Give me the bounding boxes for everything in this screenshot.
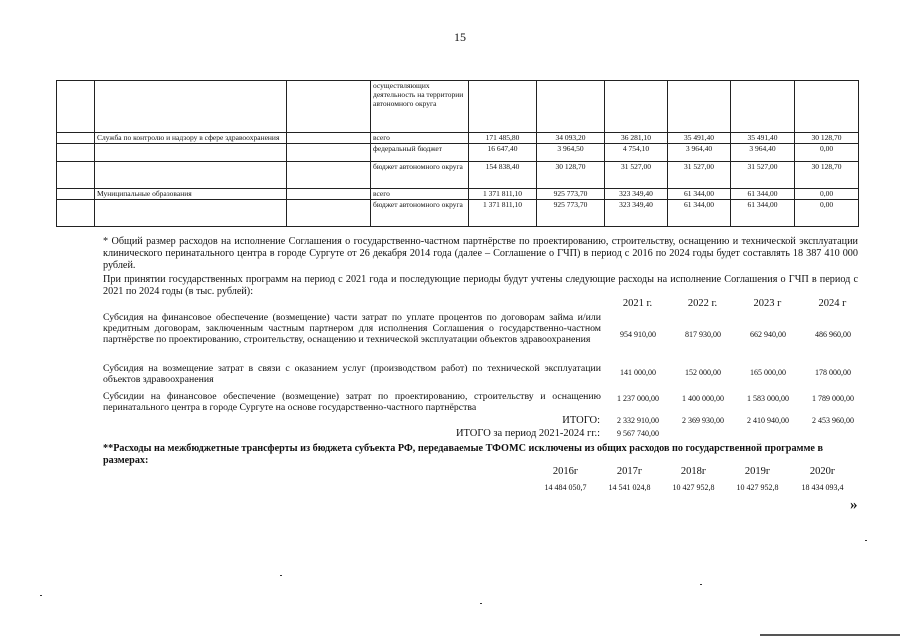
table-cell: бюджет автономного округа [371, 162, 469, 189]
subsidy-value: 178 000,00 [815, 368, 851, 377]
table-cell [469, 81, 537, 133]
table-cell: 30 128,70 [537, 162, 605, 189]
table-cell [287, 144, 371, 162]
year-label: 2020г [809, 466, 836, 477]
table-row [57, 144, 859, 162]
subsidy-value: 1 789 000,00 [812, 394, 854, 403]
table-cell: 0,00 [795, 200, 859, 227]
table-cell: 323 349,40 [605, 189, 668, 200]
table-row [57, 189, 859, 200]
table-cell: 0,00 [795, 144, 859, 162]
table-cell: всего [371, 133, 469, 144]
table-cell: 36 281,10 [605, 133, 668, 144]
subsidy-value: 152 000,00 [685, 368, 721, 377]
tfoms-value: 14 484 050,7 [544, 483, 587, 492]
itogo-label: ИТОГО: [562, 415, 600, 426]
tfoms-value: 10 427 952,8 [736, 483, 779, 492]
table-cell: 31 527,00 [668, 162, 731, 189]
subsidy-value: 662 940,00 [750, 330, 786, 339]
table-cell: 30 128,70 [795, 133, 859, 144]
table-cell [795, 81, 859, 133]
table-cell: 925 773,70 [537, 200, 605, 227]
table-cell: 61 344,00 [668, 189, 731, 200]
year-label: 2018г [680, 466, 707, 477]
table-cell [57, 162, 95, 189]
subsidy-value: 954 910,00 [620, 330, 656, 339]
budget-table [56, 80, 859, 227]
tfoms-value: 14 541 024,8 [608, 483, 651, 492]
year-label: 2024 г [818, 298, 847, 309]
subsidy-text: Субсидия на возмещение затрат в связи с оказанием услуг (производством работ) по технической эксплуатации объектов здравоохранения [103, 363, 601, 385]
page-number: 15 [454, 30, 466, 44]
table-cell [95, 200, 287, 227]
footnote-2021-2024: При принятии государственных программ на период с 2021 года и последующие периоды будут учтены следующие расходы на исполнение Соглашения о ГЧП в период с 2021 по 2024 годы (в тыс. рублей): [103, 274, 858, 297]
table-cell: Муниципальные образования [95, 189, 287, 200]
subsidy-value: 1 583 000,00 [747, 394, 789, 403]
table-cell: 61 344,00 [731, 200, 795, 227]
year-label: 2021 г. [622, 298, 653, 309]
table-cell: 0,00 [795, 189, 859, 200]
table-row [57, 162, 859, 189]
table-cell [287, 81, 371, 133]
table-cell: 61 344,00 [731, 189, 795, 200]
table-row [57, 200, 859, 227]
table-cell [57, 133, 95, 144]
scan-speck [865, 540, 867, 541]
table-cell [731, 81, 795, 133]
table-cell: Служба по контролю и надзору в сфере здравоохранения [95, 133, 287, 144]
table-cell [57, 189, 95, 200]
year-label: 2016г [552, 466, 579, 477]
table-cell: 16 647,40 [469, 144, 537, 162]
scan-speck [280, 575, 282, 576]
table-cell [668, 81, 731, 133]
table-cell: 34 093,20 [537, 133, 605, 144]
table-cell: федеральный бюджет [371, 144, 469, 162]
year-label: 2017г [616, 466, 643, 477]
table-cell: 35 491,40 [731, 133, 795, 144]
table-cell: 4 754,10 [605, 144, 668, 162]
table-cell: 1 371 811,10 [469, 200, 537, 227]
table-cell [605, 81, 668, 133]
table-cell: 171 485,80 [469, 133, 537, 144]
table-cell: 35 491,40 [668, 133, 731, 144]
scan-speck [480, 603, 482, 604]
itogo-period-label: ИТОГО за период 2021-2024 гг.: [455, 428, 600, 439]
subsidy-value: 1 237 000,00 [617, 394, 659, 403]
table-cell [287, 133, 371, 144]
closing-quote: » [850, 497, 858, 513]
table-cell: всего [371, 189, 469, 200]
table-cell [287, 162, 371, 189]
years-header-a [610, 298, 870, 312]
table-row [57, 81, 859, 133]
table-cell: 3 964,50 [537, 144, 605, 162]
subsidy-text: Субсидии на финансовое обеспечение (возмещение) затрат по проектированию, строительству и оснащению перинатального центра в городе Сургуте на основе государственно-частного партнёрства [103, 391, 601, 413]
tfoms-value: 18 434 093,4 [801, 483, 844, 492]
itogo-value: 2 410 940,00 [747, 416, 789, 425]
tfoms-value: 10 427 952,8 [672, 483, 715, 492]
table-cell: осуществляющих деятельность на территории автономного округа [371, 81, 469, 133]
year-label: 2023 г [753, 298, 782, 309]
table-cell [95, 144, 287, 162]
table-row [57, 133, 859, 144]
table-cell [57, 81, 95, 133]
table-cell [537, 81, 605, 133]
table-cell: 31 527,00 [731, 162, 795, 189]
subsidy-value: 141 000,00 [620, 368, 656, 377]
table-cell: 3 964,40 [668, 144, 731, 162]
subsidy-value: 486 960,00 [815, 330, 851, 339]
table-cell: 925 773,70 [537, 189, 605, 200]
scan-edge-mark [760, 634, 900, 636]
subsidy-text: Субсидия на финансовое обеспечение (возмещение) части затрат по уплате процентов по договорам займа и/или кредитным договорам, заключенным частным партнером для исполнения Соглашения о государственно-частном партнёрстве по проектированию, строительству, оснащению и технической эксплуатации объектов здравоохранения [103, 312, 601, 345]
scan-speck [700, 584, 702, 585]
footnote-total: * Общий размер расходов на исполнение Соглашения о государственно-частном партнёрстве по проектированию, строительству, оснащению и технической эксплуатации клинического перинатального центра в городе Сургуте от 26 декабря 2014 года (далее – Соглашение о ГЧП) в период с 2016 по 2024 годы будет составлять 18 387 410 000 рублей. [103, 236, 858, 271]
table-cell: 154 838,40 [469, 162, 537, 189]
footnote-tfoms: **Расходы на межбюджетные трансферты из бюджета субъекта РФ, передаваемые ТФОМС исключены из общих расходов по государственной программе в размерах: [103, 443, 823, 466]
subsidy-value: 1 400 000,00 [682, 394, 724, 403]
year-label: 2022 г. [687, 298, 718, 309]
table-cell: бюджет автономного округа [371, 200, 469, 227]
table-cell [95, 81, 287, 133]
subsidy-value: 817 930,00 [685, 330, 721, 339]
table-cell: 61 344,00 [668, 200, 731, 227]
subsidy-value: 165 000,00 [750, 368, 786, 377]
table-cell [57, 144, 95, 162]
table-cell [287, 200, 371, 227]
table-cell: 3 964,40 [731, 144, 795, 162]
scan-speck [40, 595, 42, 596]
table-cell [287, 189, 371, 200]
table-cell: 323 349,40 [605, 200, 668, 227]
year-label: 2019г [744, 466, 771, 477]
table-cell: 30 128,70 [795, 162, 859, 189]
table-cell [57, 200, 95, 227]
itogo-value: 2 453 960,00 [812, 416, 854, 425]
itogo-period-value: 9 567 740,00 [617, 429, 659, 438]
itogo-value: 2 332 910,00 [617, 416, 659, 425]
itogo-value: 2 369 930,00 [682, 416, 724, 425]
table-cell: 1 371 811,10 [469, 189, 537, 200]
table-cell [95, 162, 287, 189]
table-cell: 31 527,00 [605, 162, 668, 189]
